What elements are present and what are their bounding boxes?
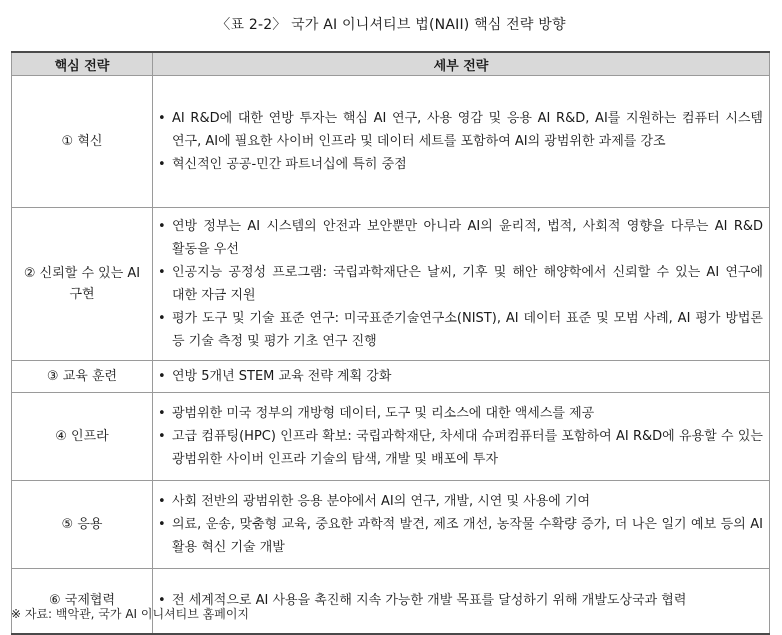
- strategy-cell: ⑥ 국제협력: [12, 569, 153, 634]
- detail-text: 사회 전반의 광범위한 응용 분야에서 AI의 연구, 개발, 시연 및 사용에 기여: [172, 494, 591, 509]
- bullet-marker: •: [158, 311, 166, 326]
- detail-list: [158, 215, 763, 353]
- bullet-marker: •: [158, 494, 166, 509]
- detail-item: [158, 215, 763, 261]
- strategy-cell: ③ 교육 훈련: [12, 361, 153, 393]
- detail-item: [158, 425, 763, 471]
- bullet-marker: •: [158, 593, 166, 609]
- bullet-marker: •: [158, 111, 166, 126]
- detail-cell: [153, 393, 770, 481]
- table-row: [12, 361, 770, 393]
- table-row: [12, 569, 770, 634]
- bullet-marker: •: [158, 406, 166, 421]
- detail-cell: [153, 361, 770, 393]
- table-body: [12, 76, 770, 634]
- detail-item: [158, 365, 763, 388]
- header-strategy: 핵심 전략: [12, 52, 153, 76]
- strategy-cell: ④ 인프라: [12, 393, 153, 481]
- source-note: ※ 자료: 백악관, 국가 AI 이니셔티브 홈페이지: [11, 607, 250, 621]
- detail-text: 광범위한 미국 정부의 개방형 데이터, 도구 및 리소스에 대한 액세스를 제공: [172, 406, 595, 421]
- table-row: [12, 208, 770, 361]
- strategy-cell: ⑤ 응용: [12, 481, 153, 569]
- table-row: [12, 76, 770, 208]
- detail-text: 연방 5개년 STEM 교육 전략 계획 강화: [172, 369, 392, 384]
- table-header-row: [12, 52, 770, 76]
- detail-cell: [153, 569, 770, 634]
- detail-text: 평가 도구 및 기술 표준 연구: 미국표준기술연구소(NIST), AI 데이터 표준 및 모범 사례, AI 평가 방법론 등 기술 측정 및 평가 기초 연구 진행: [172, 311, 763, 349]
- strategy-cell: ② 신뢰할 수 있는 AI 구현: [12, 208, 153, 361]
- detail-item: [158, 307, 763, 353]
- detail-text: 의료, 운송, 맞춤형 교육, 중요한 과학적 발견, 제조 개선, 농작물 수확량 증가, 더 나은 일기 예보 등의 AI 활용 혁신 기술 개발: [172, 517, 763, 555]
- bullet-marker: •: [158, 157, 166, 172]
- table-title: 〈표 2-2〉 국가 AI 이니셔티브 법(NAII) 핵심 전략 방향: [216, 17, 566, 33]
- bullet-marker: •: [158, 517, 166, 532]
- detail-cell: [153, 76, 770, 208]
- detail-text: 혁신적인 공공-민간 파트너십에 특히 중점: [172, 157, 407, 172]
- detail-text: AI R&D에 대한 연방 투자는 핵심 AI 연구, 사용 영감 및 응용 AI R&D, AI를 지원하는 컴퓨터 시스템 연구, AI에 필요한 사이버 인프라 및 데이터 세트를 포함하여 AI의 광범위한 과제를 강조: [172, 111, 763, 149]
- header-detail: 세부 전략: [153, 52, 770, 76]
- detail-cell: [153, 481, 770, 569]
- detail-item: [158, 490, 763, 513]
- table-row: [12, 481, 770, 569]
- detail-text: 고급 컴퓨팅(HPC) 인프라 확보: 국립과학재단, 차세대 슈퍼컴퓨터를 포함하여 AI R&D에 유용할 수 있는 광범위한 사이버 인프라 기술의 탐색, 개발 및 배포에 투자: [172, 429, 763, 467]
- detail-list: [158, 402, 763, 471]
- detail-list: [158, 365, 763, 388]
- detail-item: [158, 107, 763, 153]
- detail-list: [158, 107, 763, 176]
- detail-cell: [153, 208, 770, 361]
- detail-item: [158, 402, 763, 425]
- detail-item: [158, 153, 763, 176]
- detail-item: [158, 513, 763, 559]
- detail-text: 인공지능 공정성 프로그램: 국립과학재단은 날씨, 기후 및 해안 해양학에서 신뢰할 수 있는 AI 연구에 대한 자금 지원: [172, 265, 763, 303]
- bullet-marker: •: [158, 429, 166, 444]
- strategy-table: [11, 51, 770, 635]
- bullet-marker: •: [158, 265, 166, 280]
- detail-list: [158, 490, 763, 559]
- detail-text: 연방 정부는 AI 시스템의 안전과 보안뿐만 아니라 AI의 윤리적, 법적, 사회적 영향을 다루는 AI R&D 활동을 우선: [172, 219, 763, 257]
- table-row: [12, 393, 770, 481]
- detail-item: [158, 261, 763, 307]
- bullet-marker: •: [158, 369, 166, 384]
- bullet-marker: •: [158, 219, 166, 234]
- detail-text: 전 세계적으로 AI 사용을 촉진해 지속 가능한 개발 목표를 달성하기 위해 개발도상국과 협력: [172, 593, 687, 609]
- strategy-cell: ① 혁신: [12, 76, 153, 208]
